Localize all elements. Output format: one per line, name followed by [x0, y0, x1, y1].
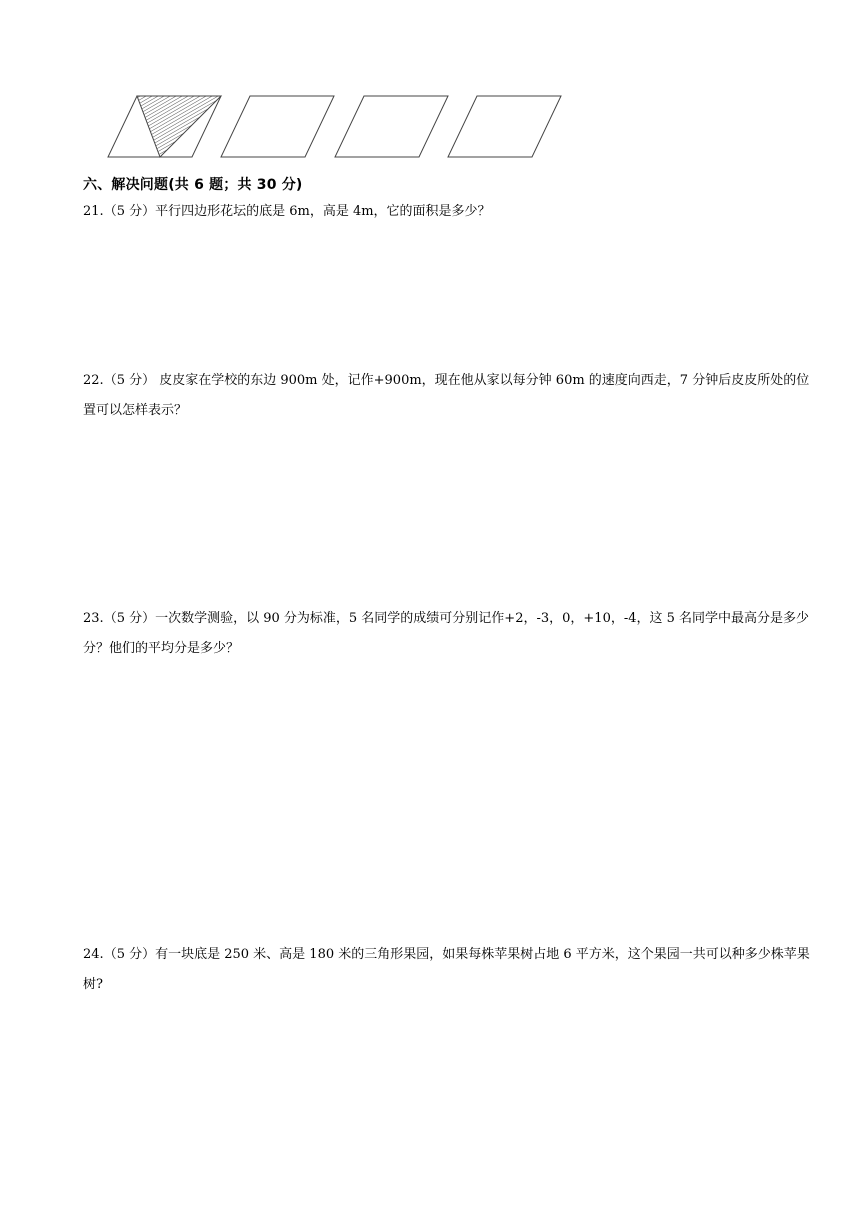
- question-points: （5 分）: [103, 204, 156, 219]
- question-number: 22.: [83, 373, 104, 388]
- question-number: 21.: [83, 204, 104, 219]
- parallelogram-4: [448, 96, 561, 157]
- parallelogram-3: [335, 96, 448, 157]
- question-24: [83, 940, 811, 1000]
- question-23: [83, 604, 811, 664]
- question-number: 24.: [83, 947, 104, 962]
- question-points: （5 分）: [103, 611, 156, 626]
- question-number: 23.: [83, 611, 104, 626]
- question-points: （5 分）: [103, 947, 156, 962]
- parallelogram-2: [221, 96, 334, 157]
- section-heading: 六、解决问题(共 6 题；共 30 分): [83, 177, 303, 193]
- shaded-triangle: [137, 96, 221, 157]
- question-text: 一次数学测验，以 90 分为标准，5 名同学的成绩可分别记作+2，-3，0，+10，-4，这 5 名同学中最高分是多少分？他们的平均分是多少？: [83, 611, 810, 656]
- question-text: 有一块底是 250 米、高是 180 米的三角形果园，如果每株苹果树占地 6 平方米，这个果园一共可以种多少株苹果树?: [83, 947, 810, 992]
- question-points: （5 分）: [103, 373, 156, 388]
- question-21: [83, 197, 811, 227]
- question-text: 平行四边形花坛的底是 6m，高是 4m，它的面积是多少？: [155, 204, 491, 219]
- question-22: [83, 366, 811, 426]
- question-text: 皮皮家在学校的东边 900m 处，记作+900m，现在他从家以每分钟 60m 的速度向西走，7 分钟后皮皮所处的位置可以怎样表示？: [83, 373, 810, 418]
- parallelogram-figures: [0, 0, 860, 170]
